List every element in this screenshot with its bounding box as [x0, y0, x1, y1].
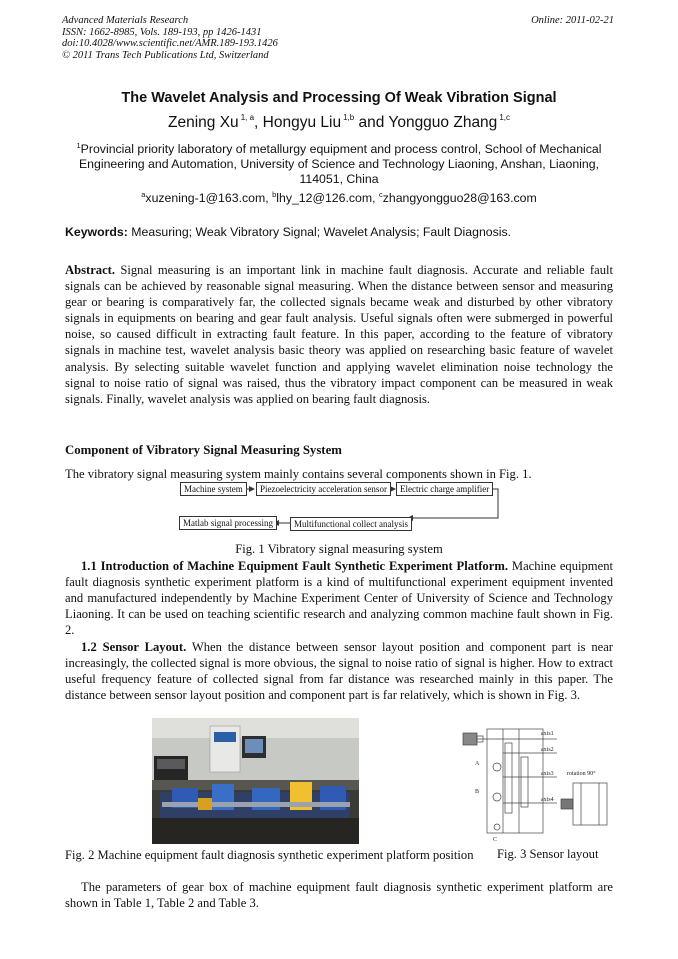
- label-axis1: axis1: [541, 731, 554, 737]
- section-1-1-text: Machine equipment fault diagnosis synthetic experiment platform is a kind of multifunctional experiment equipment invented and manufactured independently by Machine Experiment Center of University of Science and Technology Liaoning. It can be used on teaching scientific research and analyzing common machine fault shown in Fig. 2.: [65, 559, 613, 638]
- section-1-2-text: When the distance between sensor layout position and component part is near increasingly, the collected signal is more obvious, the signal to noise ratio of signal is higher. How to extract useful frequency feature of collected signal from far distance was researched mainly in this paper. The distance between sensor layout position and component part is far relatively, which is shown in Fig. 3.: [65, 640, 613, 703]
- label-C: C: [493, 837, 498, 843]
- author-name: Zening Xu: [168, 114, 239, 131]
- section-heading: Component of Vibratory Signal Measuring System: [65, 443, 342, 457]
- email-sup: c: [378, 190, 383, 199]
- keywords-label: Keywords:: [65, 225, 128, 239]
- online-date: Online: 2011-02-21: [531, 15, 614, 26]
- experiment-platform-photo: [152, 718, 359, 844]
- author-sup: 1,b: [343, 113, 355, 122]
- email-link[interactable]: lhy_12@126.com: [276, 191, 373, 205]
- flow-node-machine-system: Machine system: [180, 482, 247, 496]
- copyright-line: © 2011 Trans Tech Publications Ltd, Switzerland: [62, 49, 269, 61]
- affiliation-sup: 1: [76, 141, 81, 150]
- abstract: [65, 262, 613, 407]
- journal-header: [62, 15, 278, 61]
- flow-node-collect-analysis: Multifunctional collect analysis: [290, 517, 412, 531]
- section-intro: The vibratory signal measuring system mainly contains several components shown in Fig. 1.: [65, 467, 532, 481]
- fig1-caption: Fig. 1 Vibratory signal measuring system: [235, 542, 443, 556]
- email-sup: a: [141, 190, 146, 199]
- label-axis2: axis2: [541, 747, 554, 753]
- affiliation-text: Provincial priority laboratory of metallurgy equipment and process control, School of Mechanical Engineering and Automation, University of Science and Technology Liaoning, Anshan, Liaoning, 114051, China: [78, 142, 602, 186]
- author-separator: ,: [254, 114, 263, 131]
- abstract-label: Abstract.: [65, 263, 116, 277]
- paper-title: The Wavelet Analysis and Processing Of Weak Vibration Signal: [121, 90, 557, 106]
- label-B: B: [475, 789, 480, 795]
- author-sup: 1,c: [499, 113, 510, 122]
- label-axis3: axis3: [541, 771, 554, 777]
- affiliation: [66, 138, 612, 187]
- keywords: [65, 225, 511, 239]
- issn-line: ISSN: 1662-8985, Vols. 189-193, pp 1426-1431: [62, 26, 262, 38]
- closing-paragraph: The parameters of gear box of machine equipment fault diagnosis synthetic experiment platform are shown in Table 1, Table 2 and Table 3.: [65, 880, 613, 911]
- flow-node-amplifier: Electric charge amplifier: [396, 482, 493, 496]
- fig3-caption: Fig. 3 Sensor layout: [497, 847, 599, 861]
- flow-node-sensor: Piezoelectricity acceleration sensor: [256, 482, 391, 496]
- flow-node-matlab: Matlab signal processing: [179, 516, 277, 530]
- abstract-text: Signal measuring is an important link in machine fault diagnosis. Accurate and reliable fault signals can be achieved by reasonable signal measuring. When the distance between sensor and measuring gear or bearing is comparatively far, the collected signals became weak and disturbed by other vibratory signals in equipments on bearing and gear fault analysis. Useful signals often were submerged in powerful noise, so caused difficult in extracting fault feature. In this paper, according to the feature of vibratory signals in machine test, wavelet analysis basic theory was applied on researching basic feature of wavelet analysis. By selecting suitable wavelet function and applying wavelet elimination noise technology the signal to noise ratio of signal was raised, thus the vibratory impact component can be measured in weak signals. Finally, wavelet analysis was applied on bearing fault diagnosis.: [65, 263, 613, 406]
- section-1-1-label: 1.1 Introduction of Machine Equipment Fault Synthetic Experiment Platform.: [81, 559, 508, 573]
- journal-name: Advanced Materials Research: [62, 15, 189, 26]
- doi-line: doi:10.4028/www.scientific.net/AMR.189-193.1426: [62, 38, 278, 49]
- email-separator: ,: [265, 191, 273, 205]
- section-1-2: [65, 639, 613, 703]
- section-1-2-label: 1.2 Sensor Layout.: [81, 640, 187, 654]
- fig2-caption: Fig. 2 Machine equipment fault diagnosis synthetic experiment platform position: [65, 848, 474, 862]
- keywords-text: Measuring; Weak Vibratory Signal; Wavelet Analysis; Fault Diagnosis.: [127, 225, 512, 239]
- label-axis4: axis4: [541, 797, 554, 803]
- author-name: Hongyu Liu: [262, 114, 342, 131]
- author-name: Yongguo Zhang: [388, 114, 498, 131]
- author-list: [0, 113, 678, 132]
- email-list: [0, 190, 678, 205]
- author-sup: 1, a: [240, 113, 255, 122]
- section-1-1: [65, 558, 613, 638]
- email-separator: ,: [372, 191, 379, 205]
- author-separator: and: [354, 114, 389, 131]
- email-link[interactable]: xuzening-1@163.com: [145, 191, 266, 205]
- label-A: A: [475, 761, 480, 767]
- email-sup: b: [272, 190, 277, 199]
- email-link[interactable]: zhangyongguo28@163.com: [382, 191, 537, 205]
- sensor-layout-diagram: [455, 727, 617, 843]
- label-rotation: rotation 90°: [567, 771, 596, 777]
